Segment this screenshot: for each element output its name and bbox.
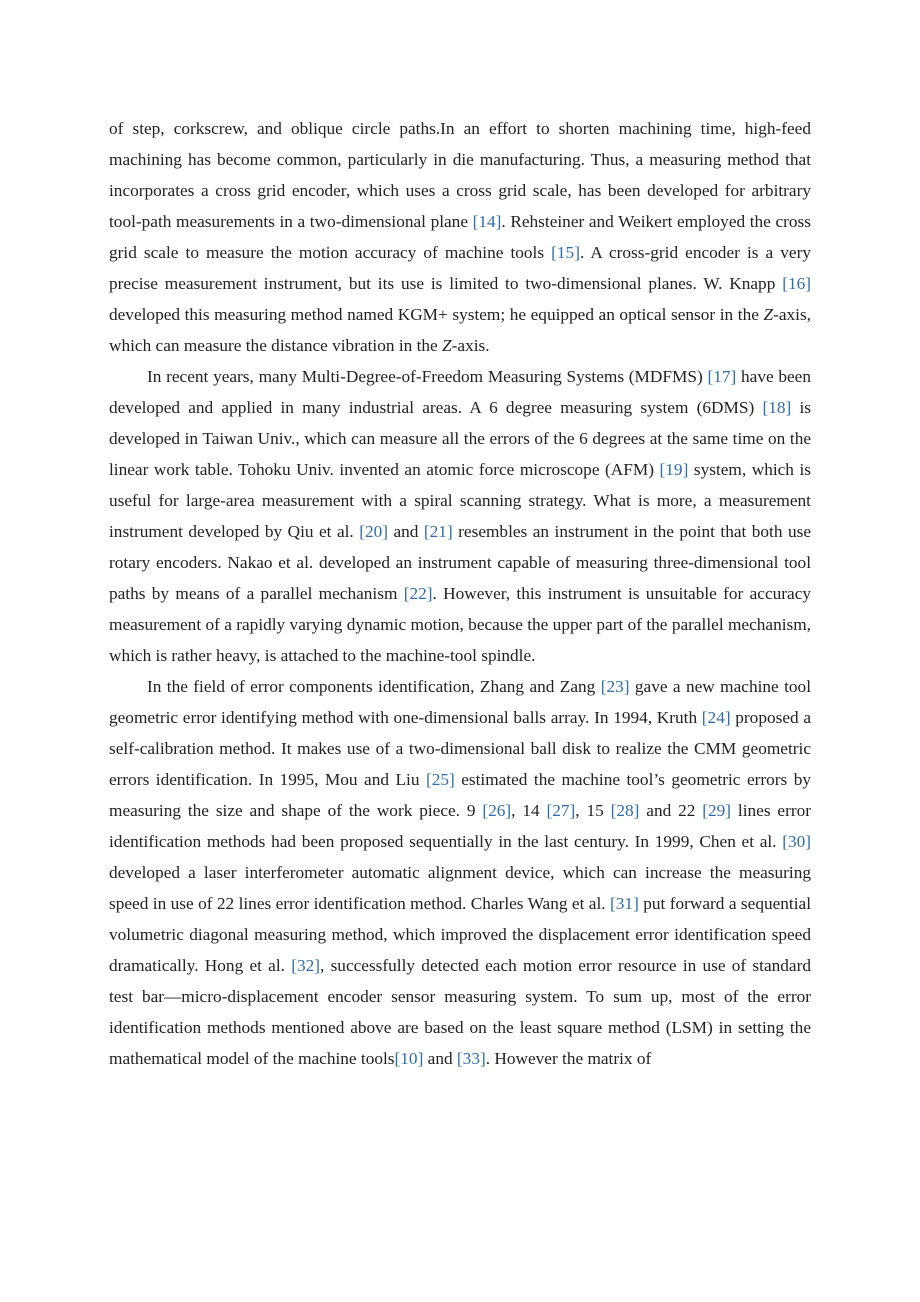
text-run: and 22 bbox=[639, 801, 703, 820]
citation-link[interactable]: [19] bbox=[659, 460, 689, 479]
citation-link[interactable]: [18] bbox=[762, 398, 792, 417]
text-run: developed this measuring method named KGM+ system; he equipped an optical sensor in the bbox=[109, 305, 764, 324]
text-run: gave a new machine tool geometric error identifying method with one-dimensional balls array. In 1994, Kruth bbox=[109, 677, 811, 727]
citation-link[interactable]: [27] bbox=[546, 801, 576, 820]
citation-link[interactable]: [28] bbox=[610, 801, 640, 820]
text-run: . A cross-grid encoder is a very precise measurement instrument, but its use is limited to two-dimensional planes. W. Knapp bbox=[109, 243, 811, 293]
paragraph-1 bbox=[109, 113, 811, 361]
text-run: , 14 bbox=[511, 801, 547, 820]
citation-link[interactable]: [15] bbox=[551, 243, 580, 262]
citation-link[interactable]: [26] bbox=[482, 801, 512, 820]
citation-link[interactable]: [33] bbox=[456, 1049, 486, 1068]
text-run: lines error identification methods had been proposed sequentially in the last century. In 1999, Chen et al. bbox=[109, 801, 812, 851]
text-run: developed a laser interferometer automatic alignment device, which can increase the measuring speed in use of 22 lines error identification method. Charles Wang et al. bbox=[109, 863, 811, 913]
citation-link[interactable]: [14] bbox=[472, 212, 502, 231]
text-run: -axis, which can measure the distance vibration in the bbox=[109, 305, 811, 355]
paragraph-2 bbox=[109, 361, 811, 671]
text-run: is developed in Taiwan Univ., which can measure all the errors of the 6 degrees at the same time on the linear work table. Tohoku Univ. invented an atomic force microscope (AFM) bbox=[109, 398, 811, 479]
text-run: -axis. bbox=[451, 336, 490, 355]
citation-link[interactable]: [30] bbox=[782, 832, 811, 851]
citation-link[interactable]: [25] bbox=[425, 770, 455, 789]
text-run: . Rehsteiner and Weikert employed the cross grid scale to measure the motion accuracy of machine tools bbox=[109, 212, 811, 262]
citation-link[interactable]: [16] bbox=[782, 274, 811, 293]
text-run: system, which is useful for large-area measurement with a spiral scanning strategy. What is more, a measurement instrument developed by Qiu et al. bbox=[109, 460, 811, 541]
citation-link[interactable]: [21] bbox=[423, 522, 453, 541]
text-run: In the field of error components identification, Zhang and Zang bbox=[147, 677, 601, 696]
citation-link[interactable]: [29] bbox=[702, 801, 732, 820]
italic-variable: Z bbox=[763, 305, 774, 324]
text-run: , successfully detected each motion error resource in use of standard test bar—micro-displacement encoder sensor measuring system. To sum up, most of the error identification methods mentioned above are based on the least square method (LSM) in setting the mathematical model of the machine tools bbox=[109, 956, 811, 1068]
text-run: In recent years, many Multi-Degree-of-Freedom Measuring Systems (MDFMS) bbox=[147, 367, 708, 386]
citation-link[interactable]: [31] bbox=[610, 894, 639, 913]
citation-link[interactable]: [23] bbox=[600, 677, 630, 696]
paragraph-3 bbox=[109, 671, 811, 1074]
citation-link[interactable]: [32] bbox=[291, 956, 321, 975]
citation-link[interactable]: [20] bbox=[359, 522, 389, 541]
text-run: resembles an instrument in the point that both use rotary encoders. Nakao et al. developed an instrument capable of measuring three-dimensional tool paths by means of a parallel mechanism bbox=[109, 522, 811, 603]
text-run: have been developed and applied in many industrial areas. A 6 degree measuring system (6DMS) bbox=[109, 367, 811, 417]
text-run: of step, corkscrew, and oblique circle paths.In an effort to shorten machining time, high-feed machining has become common, particularly in die manufacturing. Thus, a measuring method that incorporates a cross grid encoder, which uses a cross grid scale, has been developed for arbitrary tool-path measurements in a two-dimensional plane bbox=[109, 119, 811, 231]
document-body bbox=[109, 113, 811, 1074]
citation-link[interactable]: [24] bbox=[701, 708, 731, 727]
citation-link[interactable]: [10] bbox=[394, 1049, 424, 1068]
text-run: . However the matrix of bbox=[485, 1049, 652, 1068]
citation-link[interactable]: [17] bbox=[707, 367, 737, 386]
text-run: and bbox=[423, 1049, 457, 1068]
text-run: and bbox=[388, 522, 424, 541]
text-run: , 15 bbox=[575, 801, 611, 820]
text-run: estimated the machine tool’s geometric errors by measuring the size and shape of the work piece. 9 bbox=[109, 770, 811, 820]
text-run: put forward a sequential volumetric diagonal measuring method, which improved the displacement error identification speed dramatically. Hong et al. bbox=[109, 894, 811, 975]
text-run: . However, this instrument is unsuitable for accuracy measurement of a rapidly varying dynamic motion, because the upper part of the parallel mechanism, which is rather heavy, is attached to the machine-tool spindle. bbox=[109, 584, 812, 665]
italic-variable: Z bbox=[442, 336, 452, 355]
citation-link[interactable]: [22] bbox=[403, 584, 433, 603]
text-run: proposed a self-calibration method. It makes use of a two-dimensional ball disk to realize the CMM geometric errors identification. In 1995, Mou and Liu bbox=[109, 708, 812, 789]
